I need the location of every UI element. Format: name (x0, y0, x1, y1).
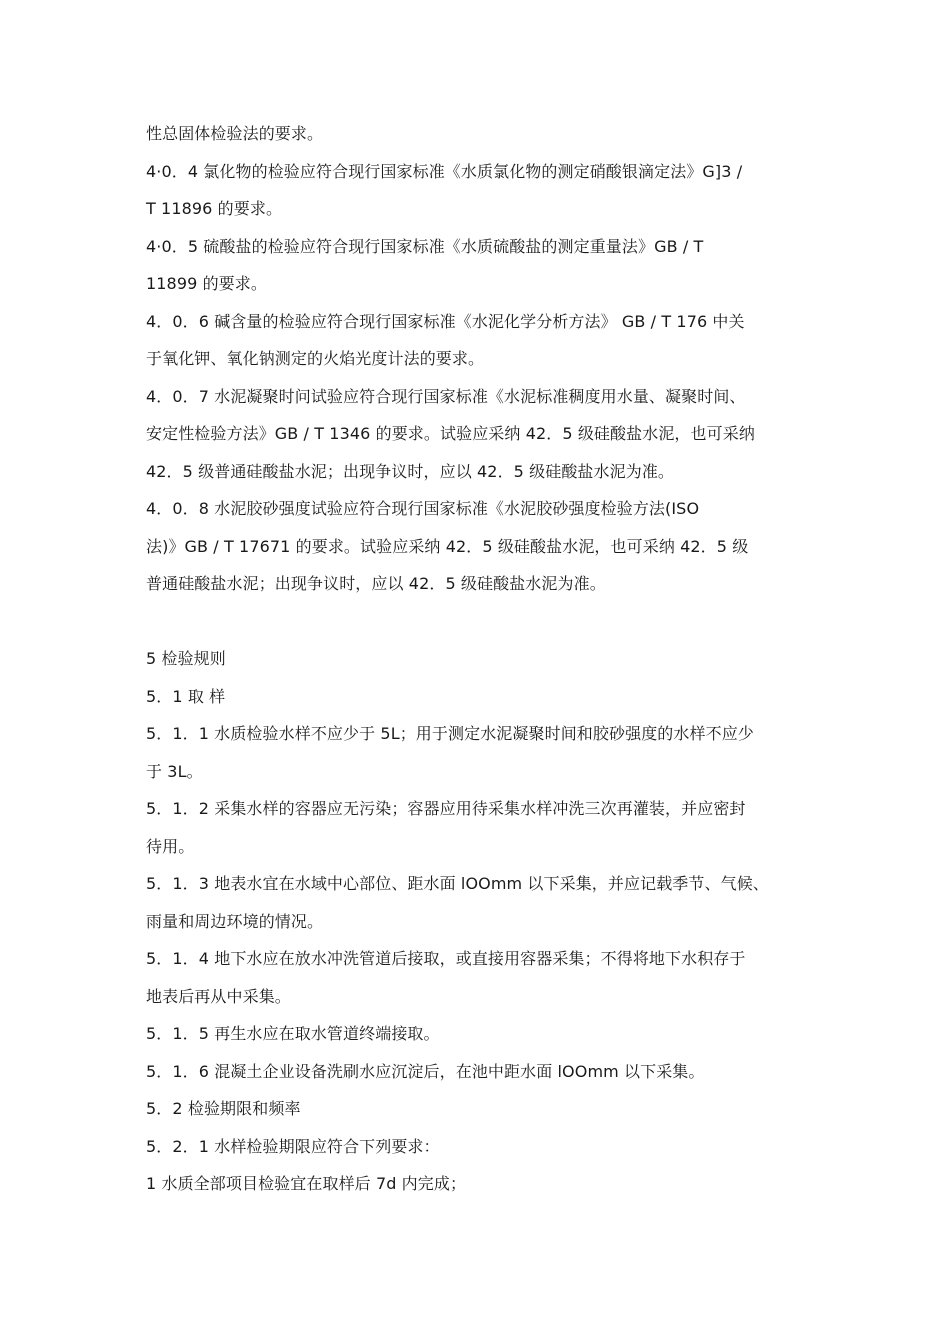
text-line: 4·0．5 硫酸盐的检验应符合现行国家标准《水质硫酸盐的测定重量法》GB / T (146, 236, 704, 256)
subsection-heading: 5．1 取 样 (146, 686, 226, 706)
text-line: T 11896 的要求。 (146, 199, 283, 218)
text-line: 5．1．1 水质检验水样不应少于 5L；用于测定水泥凝聚时间和胶砂强度的水样不应少 (146, 724, 754, 743)
text-line: 普通硅酸盐水泥；出现争议时，应以 42．5 级硅酸盐水泥为准。 (146, 574, 606, 593)
text-line: 性总固体检验法的要求。 (146, 124, 324, 143)
text-line: 5．1．6 混凝土企业设备洗刷水应沉淀后，在池中距水面 lOOmm 以下采集。 (146, 1061, 705, 1081)
text-line: 4．0．6 碱含量的检验应符合现行国家标准《水泥化学分析方法》 GB / T 176 中关 (146, 311, 745, 331)
text-line: 5．1．3 地表水宜在水域中心部位、距水面 lOOmm 以下采集，并应记载季节、气候、 (146, 874, 769, 893)
text-line: 法)》GB / T 17671 的要求。试验应采纳 42．5 级硅酸盐水泥，也可采纳 42．5 级 (146, 536, 749, 556)
blank-line (146, 612, 826, 650)
text-line: 11899 的要求。 (146, 274, 267, 293)
text-line: 雨量和周边环境的情况。 (146, 911, 324, 931)
text-line: 1 水质全部项目检验宜在取样后 7d 内完成； (146, 1174, 467, 1193)
text-line: 5．2．1 水样检验期限应符合下列要求： (146, 1136, 440, 1156)
text-line: 4·0．4 氯化物的检验应符合现行国家标准《水质氯化物的测定硝酸银滴定法》G]3 / (146, 161, 743, 181)
text-line: 于氧化钾、氧化钠测定的火焰光度计法的要求。 (146, 349, 485, 368)
text-line: 待用。 (146, 836, 195, 856)
text-line: 5．1．5 再生水应在取水管道终端接取。 (146, 1024, 440, 1043)
document-page (146, 124, 826, 1212)
subsection-heading: 5．2 检验期限和频率 (146, 1099, 301, 1118)
text-line: 4．0．7 水泥凝聚时问试验应符合现行国家标准《水泥标准稠度用水量、凝聚时间、 (146, 386, 746, 406)
text-line: 5．1．4 地下水应在放水冲洗管道后接取，或直接用容器采集；不得将地下水积存于 (146, 949, 746, 968)
text-line: 于 3L。 (146, 761, 203, 781)
text-line: 安定性检验方法》GB / T 1346 的要求。试验应采纳 42．5 级硅酸盐水泥，也可采纳 (146, 424, 755, 443)
text-line: 4．0．8 水泥胶砂强度试验应符合现行国家标准《水泥胶砂强度检验方法(ISO (146, 499, 700, 518)
text-line: 地表后再从中采集。 (146, 986, 291, 1006)
text-line: 5．1．2 采集水样的容器应无污染；容器应用待采集水样冲洗三次再灌装，并应密封 (146, 799, 746, 818)
text-line: 42．5 级普通硅酸盐水泥；出现争议时，应以 42．5 级硅酸盐水泥为准。 (146, 461, 675, 481)
section-heading: 5 检验规则 (146, 649, 226, 668)
